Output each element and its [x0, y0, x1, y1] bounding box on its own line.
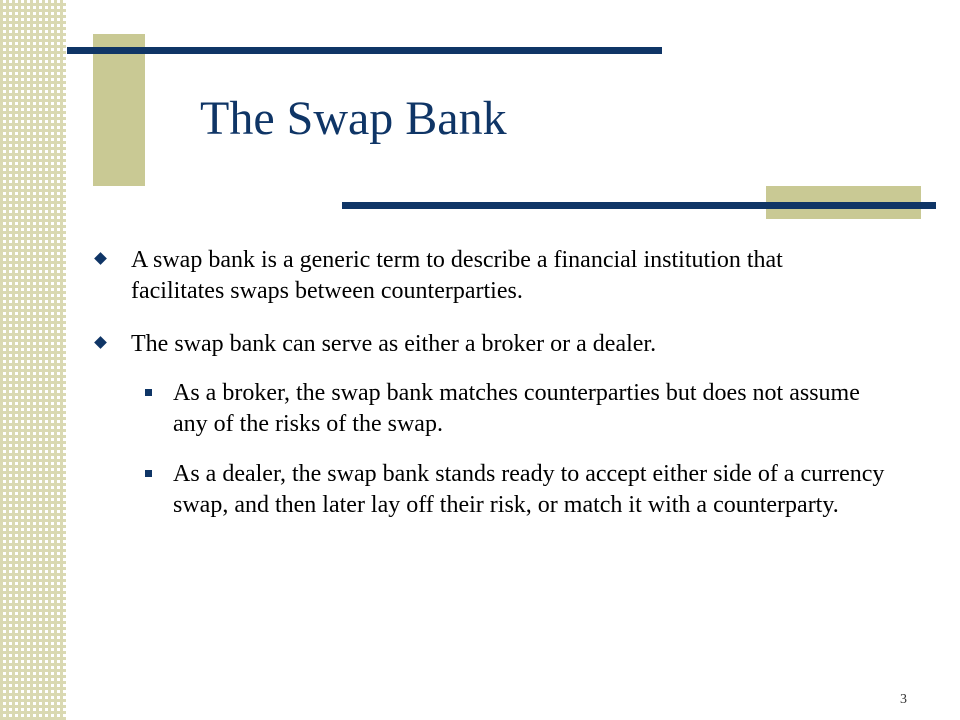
square-bullet-icon: [145, 389, 152, 396]
bullet-item: [96, 245, 876, 307]
sub-bullet-item: [145, 378, 885, 440]
diamond-bullet-icon: [94, 336, 107, 349]
sub-bullet-item: [145, 459, 885, 521]
bullet-text: A swap bank is a generic term to describe a financial institution that facilitates swaps between counterparties.: [131, 247, 783, 304]
page-number: 3: [900, 692, 907, 707]
diamond-bullet-icon: [94, 252, 107, 265]
bullet-text: The swap bank can serve as either a broker or a dealer.: [131, 331, 657, 357]
sub-bullet-text: As a broker, the swap bank matches counterparties but does not assume any of the risks of the swap.: [173, 380, 860, 437]
sub-bullet-text: As a dealer, the swap bank stands ready to accept either side of a currency swap, and then later lay off their risk, or match it with a counterparty.: [173, 461, 885, 518]
square-bullet-icon: [145, 470, 152, 477]
slide-title: The Swap Bank: [200, 92, 507, 145]
bullet-item: [96, 329, 876, 360]
